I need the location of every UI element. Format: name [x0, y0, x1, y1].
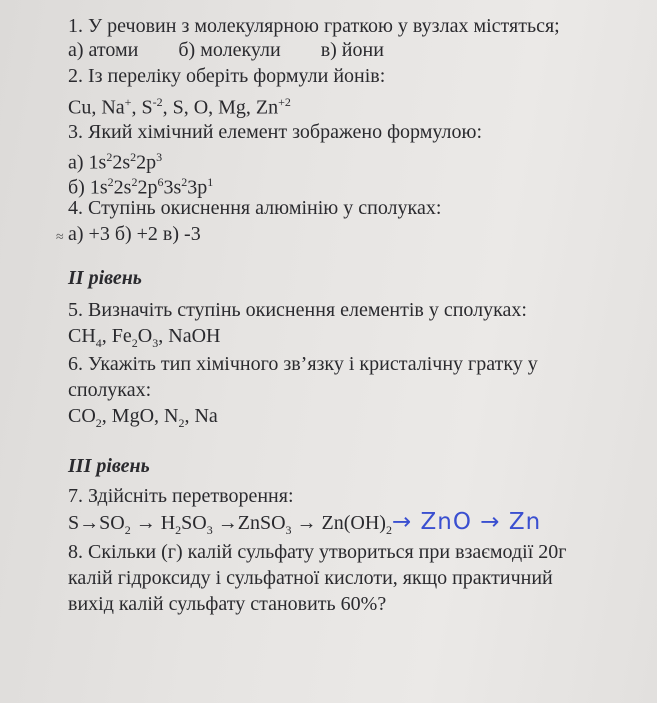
q2-formula-part: Cu, Na — [68, 96, 125, 119]
question-4-options: а) +3 б) +2 в) -3 — [68, 223, 201, 245]
question-1-options — [68, 38, 384, 62]
question-2-formulas — [68, 90, 291, 120]
question-1: 1. У речовин з молекулярною граткою у вузлах містяться; — [68, 15, 560, 37]
question-7-chain: $S\to SO_2 \to H_2SO_3$ →ZnSO$_3$ → $Zn(OH)_2\to$ ZnO → Zn — [68, 509, 542, 537]
question-6-line-1: 6. Укажіть тип хімічного зв’язку і кристалічну гратку у — [68, 353, 538, 375]
question-5: 5. Визначіть ступінь окиснення елементів у сполуках: — [68, 299, 527, 321]
question-3-option-b: б) $1s^22s^22p^63s^23p^1$ — [68, 175, 214, 199]
level-2-heading: II рівень — [68, 267, 142, 289]
level-3-heading: III рівень — [68, 455, 150, 477]
question-6-formulas: $CO_2$, MgO, $N_2$, Na — [68, 405, 218, 430]
q1-option-a: а) атоми — [68, 39, 139, 61]
question-8-line-3: вихід калій сульфату становить 60%? — [68, 593, 387, 615]
question-8-line-2: калій гідроксиду і сульфатної кислоти, якщо практичний — [68, 567, 553, 589]
q2-charge: +2 — [278, 95, 291, 109]
q3-option-b-prefix: б) — [68, 176, 90, 199]
question-8-line-1: 8. Скільки (г) калій сульфату утвориться при взаємодії 20г — [68, 541, 567, 563]
q1-option-b: б) молекули — [178, 39, 281, 61]
q3-option-a-prefix: а) — [68, 151, 89, 174]
handwritten-answer: → ZnO → Zn — [391, 509, 542, 535]
question-6-line-2: сполуках: — [68, 379, 152, 401]
question-4: 4. Ступінь окиснення алюмінію у сполуках: — [68, 197, 442, 219]
question-5-formulas: $CH_4$, $Fe_2O_3$, NaOH — [68, 325, 221, 350]
q2-formula-part: , S — [131, 96, 153, 119]
question-3-option-a: а) $1s^22s^22p^3$ — [68, 150, 163, 174]
question-7: 7. Здійсніть перетворення: — [68, 485, 294, 507]
q2-charge: + — [124, 95, 132, 109]
q2-charge: -2 — [152, 95, 163, 109]
q2-formula-part: , S, O, Mg, Zn — [162, 96, 279, 119]
pencil-mark: ≈ — [56, 230, 64, 245]
question-2: 2. Із переліку оберіть формули йонів: — [68, 65, 386, 87]
q1-option-c: в) йони — [320, 39, 384, 61]
question-3: 3. Який хімічний елемент зображено формулою: — [68, 121, 482, 143]
